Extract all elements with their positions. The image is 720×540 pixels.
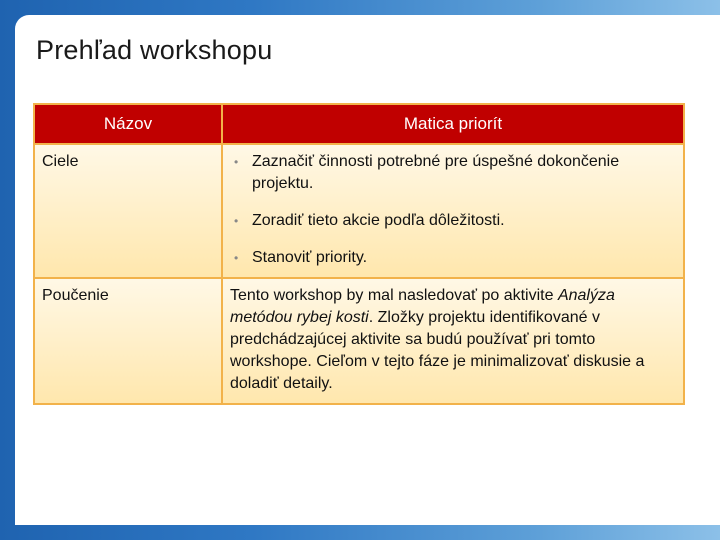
table-row-goals bbox=[34, 144, 684, 278]
bullet-icon: • bbox=[234, 214, 239, 228]
bullet-icon: • bbox=[234, 251, 239, 265]
goals-label: Ciele bbox=[34, 144, 222, 278]
header-name: Názov bbox=[34, 104, 222, 144]
goals-list bbox=[230, 151, 675, 269]
workshop-table bbox=[33, 103, 685, 405]
goals-content bbox=[222, 144, 684, 278]
header-priority-matrix: Matica priorít bbox=[222, 104, 684, 144]
table-header-row bbox=[34, 104, 684, 144]
instructions-label: Poučenie bbox=[34, 278, 222, 404]
instructions-text bbox=[230, 285, 675, 395]
goal-text: Stanoviť priority. bbox=[252, 249, 368, 266]
bullet-icon: • bbox=[234, 155, 239, 169]
list-item bbox=[230, 151, 675, 195]
instructions-content bbox=[222, 278, 684, 404]
table-row-instructions bbox=[34, 278, 684, 404]
list-item bbox=[230, 210, 675, 232]
slide bbox=[15, 15, 720, 525]
instructions-text-activity: Analýza metódou rybej kosti bbox=[230, 287, 615, 326]
goal-text: Zoradiť tieto akcie podľa dôležitosti. bbox=[252, 212, 505, 229]
slide-title: Prehľad workshopu bbox=[36, 35, 273, 65]
list-item bbox=[230, 247, 675, 269]
goal-text: Zaznačiť činnosti potrebné pre úspešné dokončenie projektu. bbox=[252, 153, 620, 192]
instructions-text-before: Tento workshop by mal nasledovať po aktivite bbox=[230, 287, 558, 304]
instructions-text-after: . Zložky projektu identifikované v predchádzajúcej aktivite sa budú používať pri tomto workshope. Cieľom v tejto fáze je minimalizovať diskusie a doladiť detaily. bbox=[230, 309, 645, 392]
